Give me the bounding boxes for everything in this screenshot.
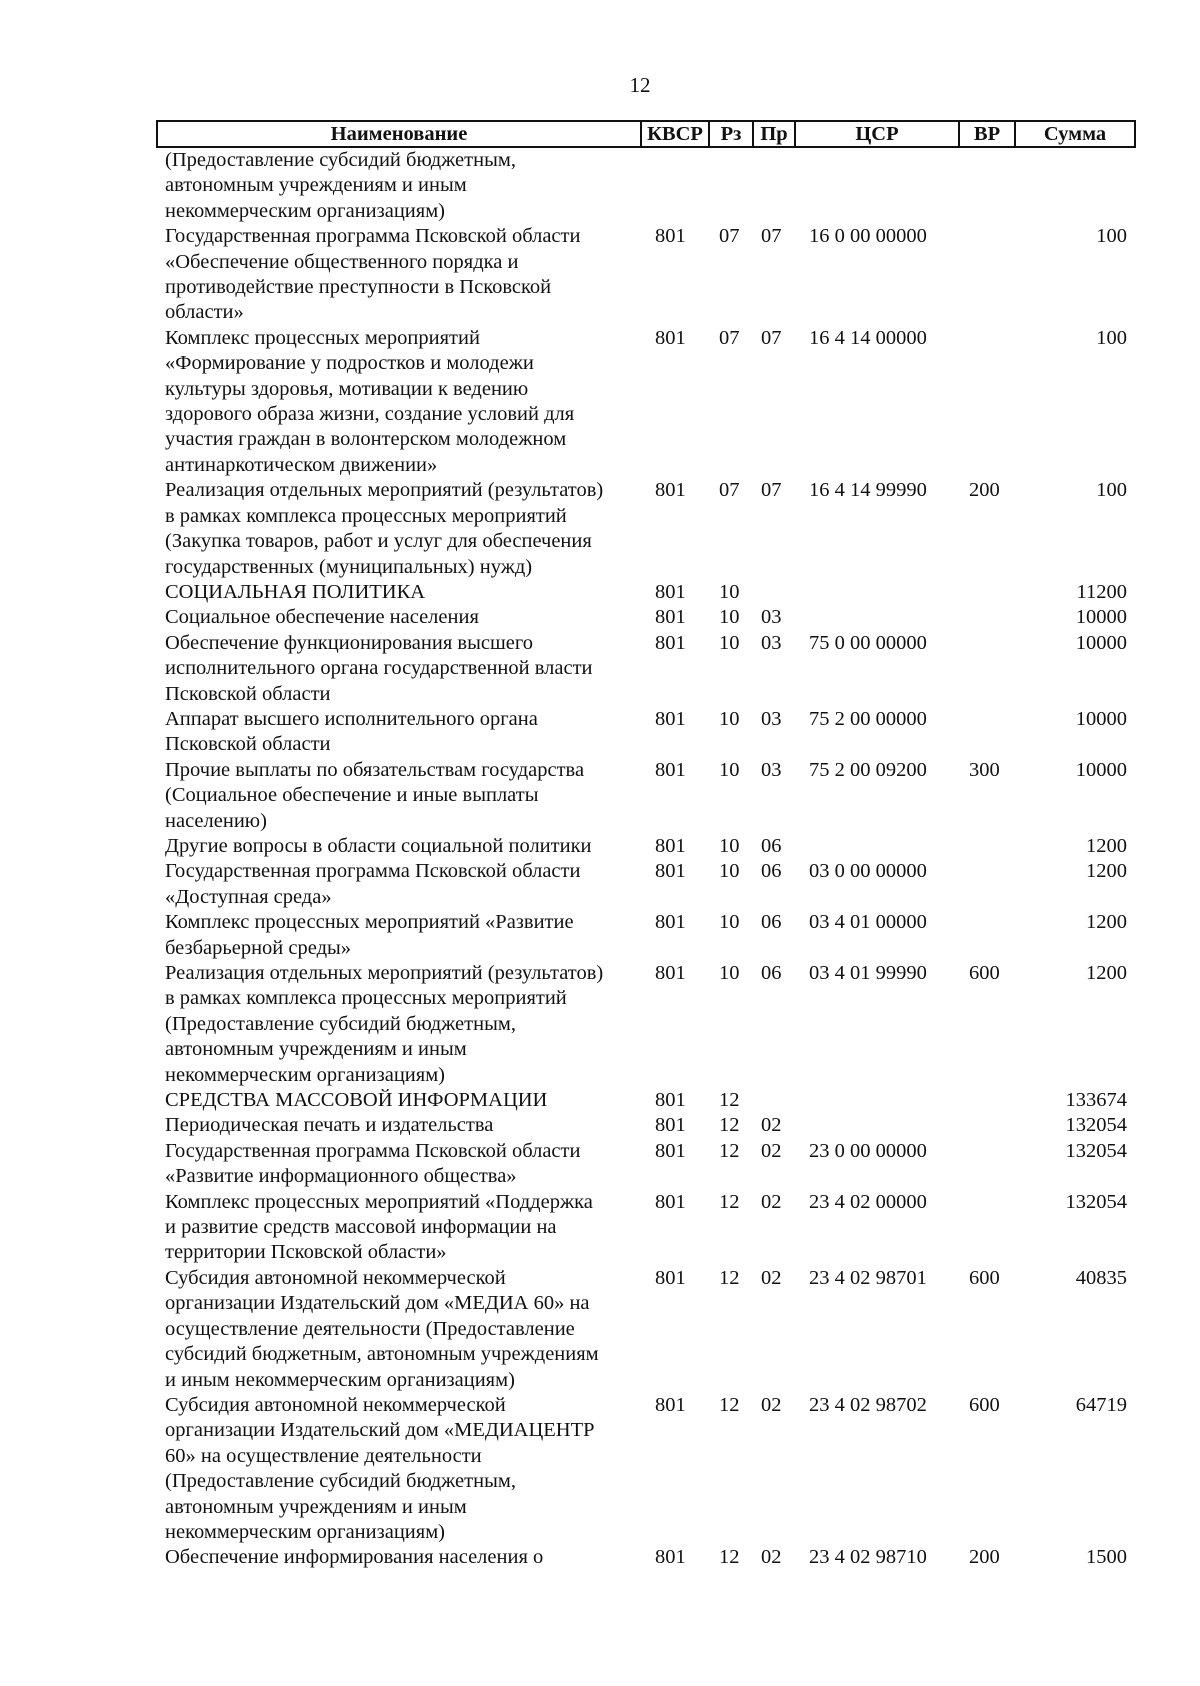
row-kvsr-cell: 801 [655,962,686,984]
row-pr-cell: 03 [761,707,782,730]
row-sum-cell: 1200 [1086,962,1127,984]
row-vr-cell [959,1113,1015,1138]
row-sum-cell [1015,147,1135,224]
row-kvsr-cell: 801 [655,834,686,857]
row-name-cell: Комплекс процессных мероприятий «Поддержка и развитие средств массовой информации на территории Псковской области» [165,1190,593,1264]
row-csr-cell: 23 4 02 98702 [809,1393,927,1416]
table-row [157,1139,1135,1190]
row-kvsr-cell: 801 [655,225,686,248]
row-name-cell: Реализация отдельных мероприятий (результатов) в рамках комплекса процессных мероприятий (Закупка товаров, работ и услуг для обеспечения государственных (муниципальных) нужд) [165,479,604,578]
row-vr-cell [959,580,1015,605]
table-row [157,1190,1135,1266]
row-sum-cell: 10000 [1075,631,1127,654]
row-rz-cell: 10 [719,707,740,730]
row-csr-cell [795,1113,959,1138]
row-rz-cell: 12 [719,1190,740,1213]
row-rz-cell: 10 [719,860,740,883]
row-csr-cell: 23 4 02 98701 [809,1266,927,1289]
row-name-cell: Субсидия автономной некоммерческой организации Издательский дом «МЕДИАЦЕНТР 60» на осуществление деятельности (Предоставление субсидий бюджетным, автономным учреждениям и иным некоммерческим организациям) [165,1393,595,1543]
row-rz-cell: 10 [719,911,740,934]
row-rz-cell: 10 [719,834,740,857]
row-sum-cell: 64719 [1075,1393,1127,1416]
table-row [157,580,1135,605]
row-kvsr-cell: 801 [655,1393,686,1416]
row-vr-cell [959,707,1015,758]
row-sum-cell: 1200 [1086,834,1127,857]
row-kvsr-cell: 801 [655,860,686,883]
row-pr-cell: 06 [761,860,782,883]
row-rz-cell: 10 [719,606,740,629]
row-vr-cell: 600 [969,1393,1000,1416]
row-kvsr-cell: 801 [655,606,686,629]
header-rz: Рз [709,121,753,147]
row-vr-cell [959,224,1015,326]
row-csr-cell: 03 0 00 00000 [809,860,927,883]
row-kvsr-cell: 801 [655,1546,686,1569]
row-rz-cell: 10 [719,962,740,984]
row-vr-cell [959,1139,1015,1190]
row-csr-cell: 16 0 00 00000 [809,225,927,248]
row-rz-cell: 10 [719,758,740,781]
row-vr-cell [959,147,1015,224]
table-row [157,147,1135,224]
row-pr-cell: 02 [761,1190,782,1213]
row-kvsr-cell: 801 [655,707,686,730]
row-rz-cell: 12 [719,1266,740,1289]
table-header-row [157,121,1135,147]
table-row [157,758,1135,834]
row-rz-cell: 10 [719,580,740,603]
row-name-cell: Реализация отдельных мероприятий (результатов) в рамках комплекса процессных мероприятий (Предоставление субсидий бюджетным, автономным учреждениям и иным некоммерческим организациям) [165,962,604,1086]
row-vr-cell: 200 [969,479,1000,502]
row-sum-cell: 10000 [1075,606,1127,629]
table-row [157,478,1135,580]
row-kvsr-cell: 801 [655,326,686,349]
row-pr-cell: 03 [761,631,782,654]
row-vr-cell [959,834,1015,859]
row-csr-cell: 23 4 02 00000 [809,1190,927,1213]
row-pr-cell: 06 [761,962,782,984]
row-rz-cell: 12 [719,1393,740,1416]
row-pr-cell: 02 [761,1266,782,1289]
row-kvsr-cell: 801 [655,1114,686,1137]
header-sum: Сумма [1015,121,1135,147]
row-kvsr-cell: 801 [655,1190,686,1213]
row-pr-cell: 06 [761,834,782,857]
table-row [157,707,1135,758]
row-sum-cell: 1200 [1086,860,1127,883]
row-vr-cell [959,326,1015,478]
row-name-cell: Государственная программа Псковской области «Развитие информационного общества» [165,1139,581,1188]
table-row [157,961,1135,1088]
table-row [157,326,1135,478]
row-name-cell: СОЦИАЛЬНАЯ ПОЛИТИКА [165,580,426,603]
row-sum-cell: 133674 [1065,1089,1127,1112]
row-csr-cell: 16 4 14 00000 [809,326,927,349]
table-row [157,605,1135,630]
row-vr-cell [959,910,1015,961]
table-row [157,631,1135,707]
row-csr-cell [795,605,959,630]
row-name-cell: Комплекс процессных мероприятий «Развитие безбарьерной среды» [165,911,574,959]
row-rz-cell: 07 [719,326,740,349]
row-kvsr-cell: 801 [655,580,686,603]
row-rz-cell: 07 [719,479,740,502]
table-row [157,1266,1135,1393]
row-sum-cell: 100 [1096,326,1127,349]
header-name: Наименование [157,121,641,147]
table-body [157,147,1135,1571]
header-csr: ЦСР [795,121,959,147]
row-csr-cell [795,580,959,605]
table-row [157,224,1135,326]
row-kvsr-cell: 801 [655,1139,686,1162]
row-pr-cell [753,580,795,605]
header-kvsr: КВСР [641,121,709,147]
row-pr-cell: 02 [761,1114,782,1137]
row-pr-cell: 07 [761,225,782,248]
row-csr-cell: 16 4 14 99990 [809,479,927,502]
row-vr-cell: 600 [969,962,1000,984]
row-kvsr-cell: 801 [655,911,686,934]
table-row [157,834,1135,859]
row-name-cell: СРЕДСТВА МАССОВОЙ ИНФОРМАЦИИ [165,1089,548,1112]
row-csr-cell: 03 4 01 99990 [809,962,927,984]
row-csr-cell [795,834,959,859]
row-pr-cell: 02 [761,1393,782,1416]
row-pr-cell: 02 [761,1546,782,1569]
row-name-cell: (Предоставление субсидий бюджетным, автономным учреждениям и иным некоммерческим организациям) [165,149,516,222]
row-sum-cell: 10000 [1075,758,1127,781]
row-rz-cell: 12 [719,1139,740,1162]
header-pr: Пр [753,121,795,147]
row-vr-cell [959,859,1015,910]
row-csr-cell [795,147,959,224]
row-name-cell: Обеспечение функционирования высшего исполнительного органа государственной власти Псковской области [165,631,593,705]
table-row [157,1393,1135,1545]
row-sum-cell: 1500 [1086,1546,1127,1569]
row-sum-cell: 132054 [1065,1114,1127,1137]
row-csr-cell: 75 0 00 00000 [809,631,927,654]
row-csr-cell: 23 4 02 98710 [809,1546,927,1569]
row-rz-cell: 12 [719,1089,740,1112]
row-sum-cell: 100 [1096,225,1127,248]
row-name-cell: Другие вопросы в области социальной политики [165,834,592,857]
row-rz-cell: 12 [719,1546,740,1569]
row-vr-cell [959,1088,1015,1113]
row-rz-cell [709,147,753,224]
row-csr-cell [795,1088,959,1113]
row-csr-cell: 75 2 00 00000 [809,707,927,730]
row-vr-cell [959,1190,1015,1266]
budget-table [156,120,1136,1571]
row-kvsr-cell: 801 [655,479,686,502]
row-vr-cell [959,605,1015,630]
row-pr-cell: 07 [761,326,782,349]
row-sum-cell: 10000 [1075,707,1127,730]
row-sum-cell: 132054 [1065,1190,1127,1213]
row-name-cell: Комплекс процессных мероприятий «Формирование у подростков и молодежи культуры здоровья, мотивации к ведению здорового образа жизни, создание условий для участия граждан в волонтерском молодежном антинаркотическом движении» [165,326,575,476]
row-sum-cell: 11200 [1076,580,1127,603]
row-rz-cell: 07 [719,225,740,248]
row-name-cell: Государственная программа Псковской области «Обеспечение общественного порядка и противодействие преступности в Псковской области» [165,225,581,324]
row-kvsr-cell: 801 [655,1266,686,1289]
row-kvsr-cell: 801 [655,631,686,654]
table-row [157,1088,1135,1113]
table-row [157,859,1135,910]
row-vr-cell [959,631,1015,707]
row-sum-cell: 132054 [1065,1139,1127,1162]
row-pr-cell [753,1088,795,1113]
row-name-cell: Аппарат высшего исполнительного органа Псковской области [165,707,538,756]
row-pr-cell [753,147,795,224]
row-csr-cell: 03 4 01 00000 [809,911,927,934]
header-vr: ВР [959,121,1015,147]
row-name-cell: Субсидия автономной некоммерческой организации Издательский дом «МЕДИА 60» на осуществление деятельности (Предоставление субсидий бюджетным, автономным учреждениям и иным некоммерческим организациям) [165,1266,599,1391]
row-sum-cell: 1200 [1086,911,1127,934]
row-rz-cell: 12 [719,1114,740,1137]
row-vr-cell: 200 [969,1546,1000,1569]
row-name-cell: Обеспечение информирования населения о [165,1546,544,1569]
row-pr-cell: 02 [761,1139,782,1162]
row-rz-cell: 10 [719,631,740,654]
row-csr-cell: 75 2 00 09200 [809,758,927,781]
row-vr-cell: 300 [969,758,1000,781]
page-number: 12 [629,73,651,97]
row-sum-cell: 100 [1096,479,1127,502]
row-pr-cell: 03 [761,606,782,629]
row-sum-cell: 40835 [1075,1266,1127,1289]
row-kvsr-cell [641,147,709,224]
table-row [157,1113,1135,1138]
row-pr-cell: 07 [761,479,782,502]
row-pr-cell: 03 [761,758,782,781]
row-name-cell: Социальное обеспечение населения [165,606,479,629]
row-name-cell: Государственная программа Псковской области «Доступная среда» [165,860,581,908]
row-kvsr-cell: 801 [655,758,686,781]
row-name-cell: Периодическая печать и издательства [165,1114,494,1137]
row-csr-cell: 23 0 00 00000 [809,1139,927,1162]
row-kvsr-cell: 801 [655,1089,686,1112]
row-pr-cell: 06 [761,911,782,934]
row-name-cell: Прочие выплаты по обязательствам государства (Социальное обеспечение и иные выплаты населению) [165,758,585,832]
table-row [157,1545,1135,1570]
row-vr-cell: 600 [969,1266,1000,1289]
table-row [157,910,1135,961]
